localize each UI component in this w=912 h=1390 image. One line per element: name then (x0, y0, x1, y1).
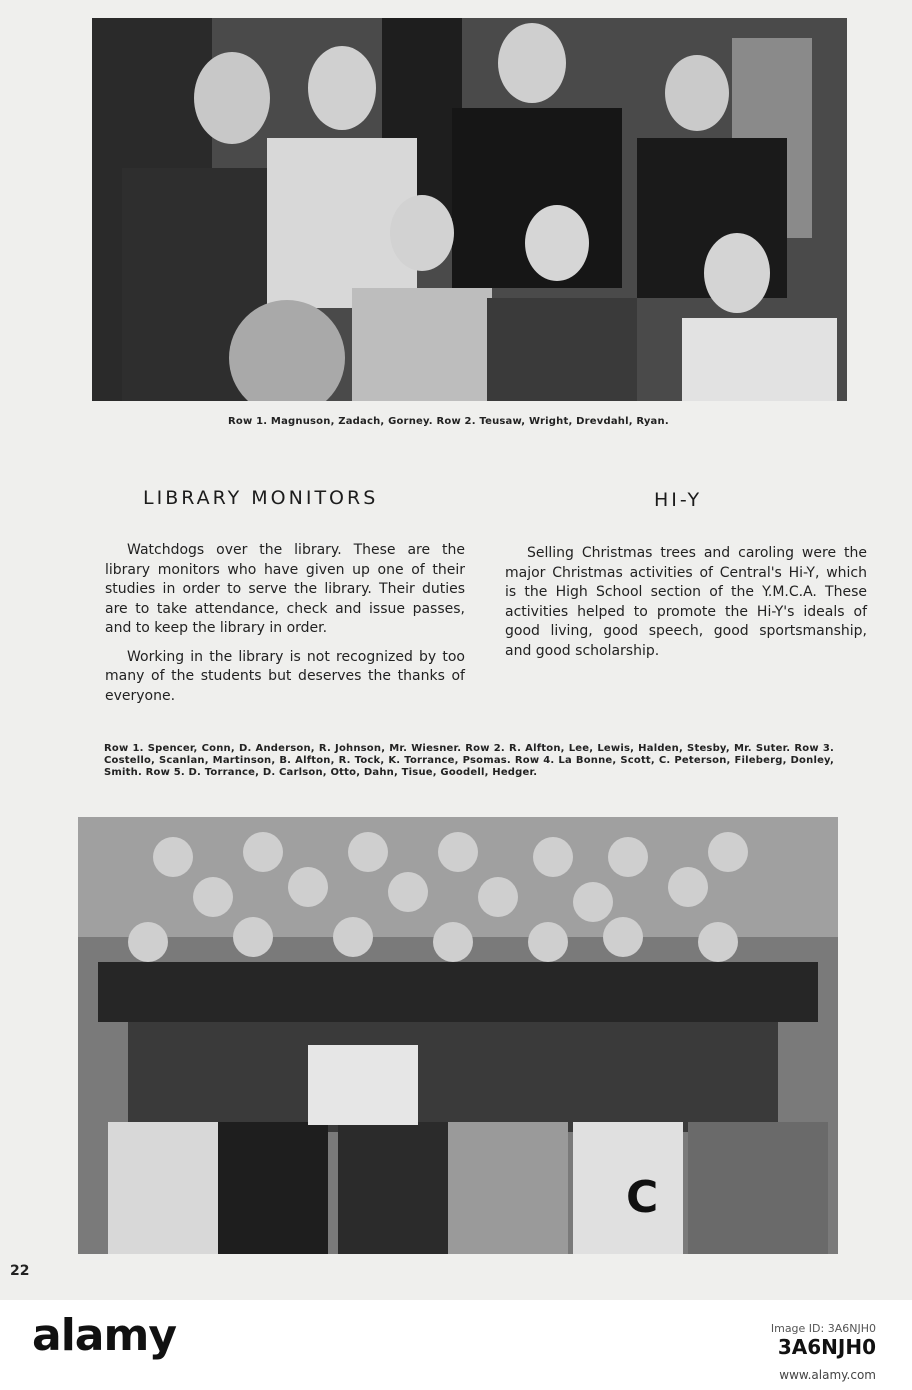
brand-logo: alamy (32, 1310, 176, 1361)
hi-y-text (505, 544, 867, 670)
image-id-label: Image ID: 3A6NJH0 (770, 1322, 876, 1335)
library-monitors-heading: LIBRARY MONITORS (143, 487, 379, 509)
page-number: 22 (10, 1263, 30, 1279)
library-monitors-photo-art (92, 18, 847, 401)
hi-y-caption: Row 1. Spencer, Conn, D. Anderson, R. Johnson, Mr. Wiesner. Row 2. R. Alfton, Lee, Lewis, Halden, Stesby, Mr. Suter. Row 3. Costello, Scanlan, Martinson, B. Alfton, R. Tock, K. Torrance, Psomas. Row 4. La Bonne, Scott, C. Peterson, Fileberg, Donley, Smith. Row 5. D. Torrance, D. Carlson, Otto, Dahn, Tisue, Goodell, Hedger. (104, 743, 834, 778)
library-monitors-caption: Row 1. Magnuson, Zadach, Gorney. Row 2. Teusaw, Wright, Drevdahl, Ryan. (228, 416, 669, 427)
library-monitors-paragraph: Working in the library is not recognized by too many of the students but deserves the thanks of everyone. (105, 648, 465, 704)
hi-y-paragraph: Selling Christmas trees and caroling were the major Christmas activities of Central's Hi-Y, which is the High School section of the Y.M.C.A. These activities helped to promote the Hi-Y's ideals of good living, good speech, good sportsmanship, and good scholarship. (505, 545, 867, 659)
svg-text:C: C (626, 1172, 659, 1223)
site-url: www.alamy.com (779, 1368, 876, 1382)
hi-y-group-photo (78, 817, 838, 1254)
hi-y-group-photo-art (78, 817, 838, 1254)
image-id-value: 3A6NJH0 (777, 1335, 876, 1359)
library-monitors-text (105, 541, 465, 715)
library-monitors-paragraph: Watchdogs over the library. These are the library monitors who have given up one of their studies in order to serve the library. Their duties are to take attendance, check and issue passes, and to keep the library in order. (105, 542, 465, 636)
image-id-block (771, 1322, 876, 1359)
hi-y-heading: HI-Y (654, 489, 703, 511)
library-monitors-photo (92, 18, 847, 401)
